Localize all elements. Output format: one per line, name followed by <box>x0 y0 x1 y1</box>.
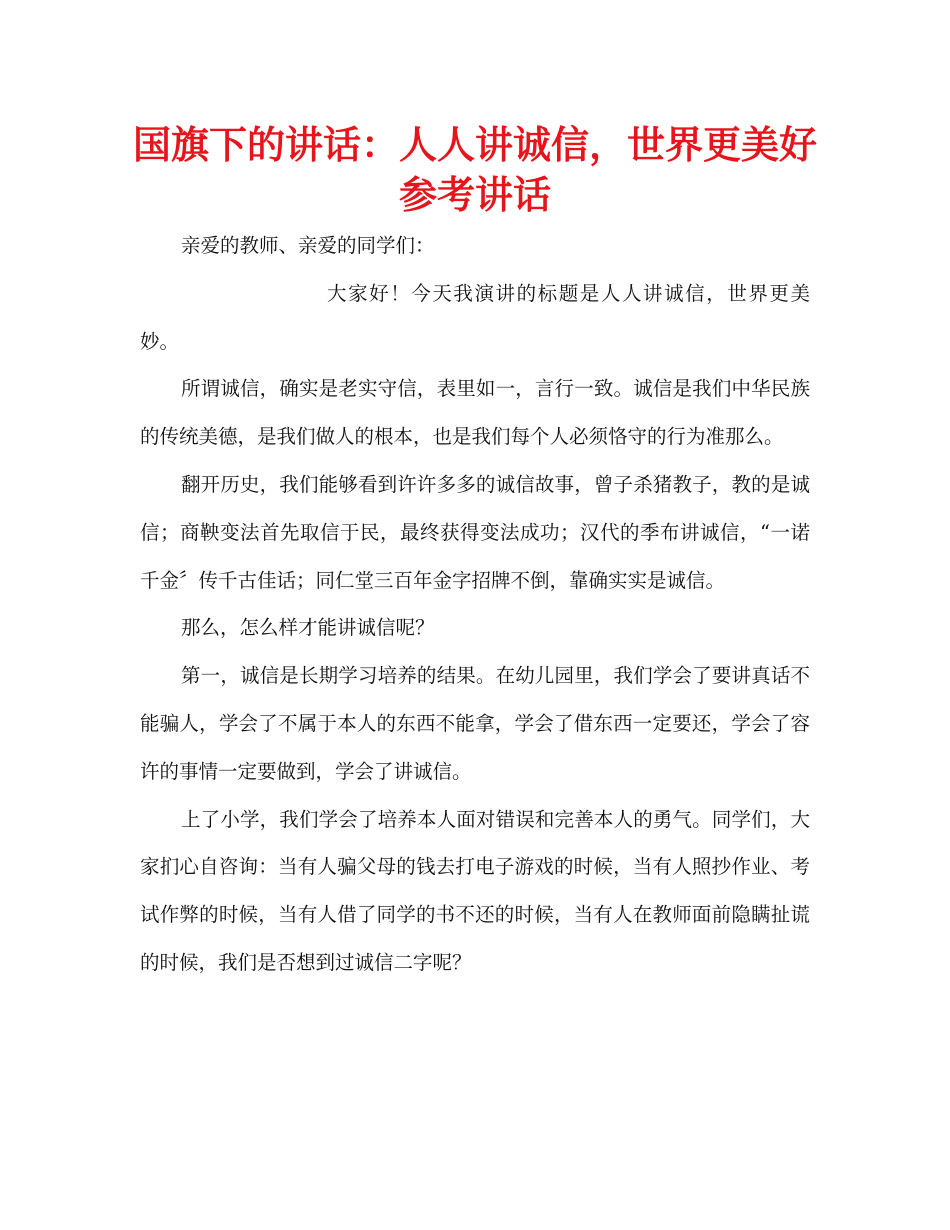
greeting-paragraph: 大家好！今天我演讲的标题是人人讲诚信，世界更美妙。 <box>140 281 810 353</box>
paragraph-question: 那么，怎么样才能讲诚信呢？ <box>181 616 435 640</box>
paragraph-history: 翻开历史，我们能够看到许许多多的诚信故事，曾子杀猪教子，教的是诚信；商鞅变法首先取信于民，最终获得变法成功；汉代的季布讲诚信，“一诺千金〞传千古佳话；同仁堂三百年金字招牌不倒，靠确实实是诚信。 <box>140 472 810 592</box>
salutation: 亲爱的教师、亲爱的同学们： <box>181 234 435 257</box>
paragraph-first-point: 第一，诚信是长期学习培养的结果。在幼儿园里，我们学会了要讲真话不能骗人，学会了不属于本人的东西不能拿，学会了借东西一定要还，学会了容许的事情一定要做到，学会了讲诚信。 <box>140 664 810 783</box>
document-title-line-1: 国旗下的讲话：人人讲诚信，世界更美好 <box>132 123 817 167</box>
paragraph-primary-school: 上了小学，我们学会了培养本人面对错误和完善本人的勇气。同学们，大家扪心自咨询：当有人骗父母的钱去打电子游戏的时候，当有人照抄作业、考试作弊的时候，当有人借了同学的书不还的时候，当有人在教师面前隐瞒扯谎的时候，我们是否想到过诚信二字呢？ <box>140 807 810 974</box>
paragraph-definition: 所谓诚信，确实是老实守信，表里如一，言行一致。诚信是我们中华民族的传统美德，是我们做人的根本，也是我们每个人必须恪守的行为准那么。 <box>140 377 810 449</box>
document-body <box>140 222 810 987</box>
document-title-line-2: 参考讲话 <box>398 173 551 217</box>
